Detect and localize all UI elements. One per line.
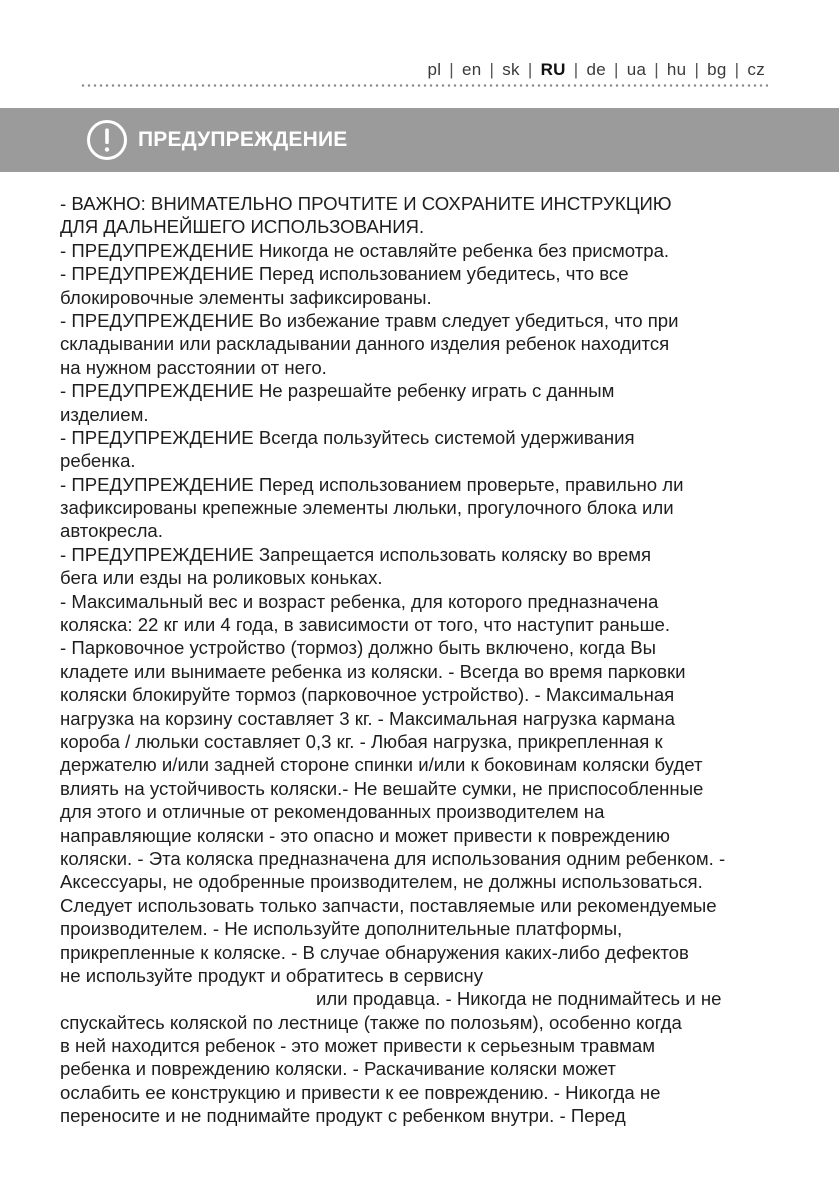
text-line: коляски. - Эта коляска предназначена для использования одним ребенком. - (60, 847, 726, 869)
text-line: ДЛЯ ДАЛЬНЕЙШЕГО ИСПОЛЬЗОВАНИЯ. (60, 216, 425, 238)
text-line: блокировочные элементы зафиксированы. (60, 286, 432, 308)
text-line: коляски блокируйте тормоз (парковочное устройство). - Максимальная (60, 684, 675, 706)
text-line: - ПРЕДУПРЕЖДЕНИЕ Перед использованием проверьте, правильно ли (60, 473, 684, 495)
text-line: - Максимальный вес и возраст ребенка, для которого предназначена (60, 590, 659, 612)
text-line: автокресла. (60, 520, 163, 542)
text-line: - ПРЕДУПРЕЖДЕНИЕ Во избежание травм следует убедиться, что при (60, 309, 679, 331)
text-line: на нужном расстоянии от него. (60, 356, 327, 378)
language-link-en[interactable]: en (462, 60, 482, 79)
language-separator: | (734, 60, 740, 79)
text-line: - Парковочное устройство (тормоз) должно быть включено, когда Вы (60, 637, 656, 659)
text-line: для этого и отличные от рекомендованных производителем на (60, 801, 605, 823)
dotted-divider (80, 84, 768, 87)
banner-title: ПРЕДУПРЕЖДЕНИЕ (138, 128, 348, 151)
language-selector (427, 60, 765, 80)
text-line: нагрузка на корзину составляет 3 кг. - Максимальная нагрузка кармана (60, 707, 675, 729)
text-line: в ней находится ребенок - это может привести к серьезным травмам (60, 1035, 656, 1057)
text-line: - ПРЕДУПРЕЖДЕНИЕ Запрещается использовать коляску во время (60, 543, 652, 565)
text-line: переносите и не поднимайте продукт с ребенком внутри. - Перед (60, 1105, 626, 1127)
text-line: коляска: 22 кг или 4 года, в зависимости от того, что наступит раньше. (60, 614, 671, 636)
text-line: зафиксированы крепежные элементы люльки, прогулочного блока или (60, 497, 674, 519)
language-link-de[interactable]: de (586, 60, 606, 79)
text-line: ребенка и повреждению коляски. - Раскачивание коляски может (60, 1058, 616, 1080)
language-separator: | (654, 60, 659, 79)
text-line: изделием. (60, 403, 149, 425)
language-link-cz[interactable]: cz (747, 60, 765, 79)
language-separator: | (573, 60, 579, 79)
language-link-ua[interactable]: ua (626, 60, 647, 79)
warning-text (60, 192, 795, 1128)
text-line: ребенка. (60, 450, 136, 472)
language-link-bg[interactable]: bg (707, 60, 727, 79)
text-line: прикрепленные к коляске. - В случае обнаружения каких-либо дефектов (60, 941, 689, 963)
text-line: направляющие коляски - это опасно и может привести к повреждению (60, 824, 670, 846)
text-line: кладете или вынимаете ребенка из коляски. - Всегда во время парковки (60, 660, 686, 682)
text-line: - ВАЖНО: ВНИМАТЕЛЬНО ПРОЧТИТЕ И СОХРАНИТЕ ИНСТРУКЦИЮ (60, 193, 672, 214)
text-line: - ПРЕДУПРЕЖДЕНИЕ Всегда пользуйтесь системой удерживания (60, 426, 635, 448)
text-line: спускайтесь коляской по лестнице (также по полозьям), особенно когда (60, 1011, 682, 1033)
text-line: - ПРЕДУПРЕЖДЕНИЕ Никогда не оставляйте ребенка без присмотра. (60, 239, 670, 261)
text-line: - ПРЕДУПРЕЖДЕНИЕ Перед использованием убедитесь, что все (60, 263, 629, 285)
text-line: Следует использовать только запчасти, поставляемые или рекомендуемые (60, 894, 717, 916)
warning-banner (0, 108, 839, 172)
language-link-sk[interactable]: sk (502, 60, 520, 79)
text-line: короба / люльки составляет 0,3 кг. - Любая нагрузка, прикрепленная к (60, 730, 663, 752)
language-separator: | (694, 60, 700, 79)
language-separator: | (613, 60, 619, 79)
language-separator: | (527, 60, 533, 79)
exclamation-circle-icon (86, 119, 128, 161)
language-link-hu[interactable]: hu (666, 60, 687, 79)
text-line: влиять на устойчивость коляски.- Не вешайте сумки, не приспособленные (60, 777, 704, 799)
text-line: складывании или раскладывании данного изделия ребенок находится (60, 333, 670, 355)
text-line: производителем. - Не используйте дополнительные платформы, (60, 918, 623, 940)
language-separator: | (449, 60, 455, 79)
text-line: держателю и/или задней стороне спинки и/или к боковинам коляски будет (60, 754, 703, 776)
text-line: - ПРЕДУПРЕЖДЕНИЕ Не разрешайте ребенку играть с данным (60, 380, 615, 402)
text-line: не используйте продукт и обратитесь в сервисну (60, 964, 483, 986)
language-link-pl[interactable]: pl (427, 60, 442, 79)
text-line: ослабить ее конструкцию и привести к ее повреждению. - Никогда не (60, 1081, 661, 1103)
language-separator: | (489, 60, 495, 79)
text-line: Аксессуары, не одобренные производителем, не должны использоваться. (60, 871, 703, 893)
text-line: бега или езды на роликовых коньках. (60, 567, 383, 589)
language-link-ru[interactable]: RU (540, 60, 566, 79)
text-line: или продавца. - Никогда не поднимайтесь и не (316, 988, 722, 1010)
